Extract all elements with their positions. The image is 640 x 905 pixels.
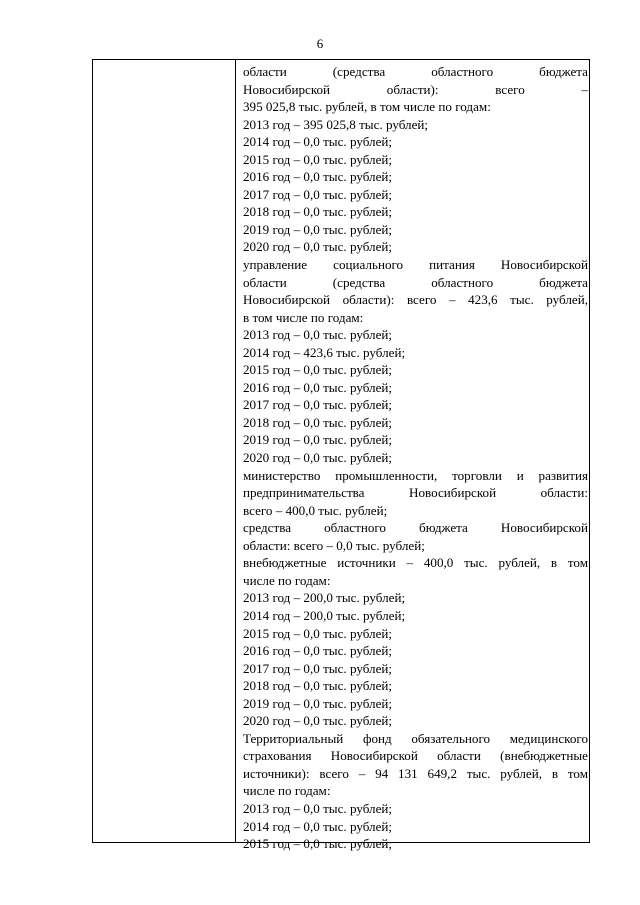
text-line: 2015 год – 0,0 тыс. рублей; bbox=[243, 362, 393, 378]
text-line: страхования Новосибирской области (внебюджетные bbox=[243, 748, 588, 764]
text-line: управление социального питания Новосибирской bbox=[243, 257, 588, 273]
text-line: 2020 год – 0,0 тыс. рублей; bbox=[243, 713, 393, 729]
text-line: 2017 год – 0,0 тыс. рублей; bbox=[243, 397, 393, 413]
text-line: 2015 год – 0,0 тыс. рублей; bbox=[243, 151, 393, 167]
text-line: 2016 год – 0,0 тыс. рублей; bbox=[243, 169, 393, 185]
text-line: числе по годам: bbox=[243, 572, 331, 588]
text-line: предпринимательства Новосибирской области: bbox=[243, 485, 588, 501]
text-line: 2019 год – 0,0 тыс. рублей; bbox=[243, 432, 393, 448]
text-line: 395 025,8 тыс. рублей, в том числе по годам: bbox=[243, 99, 491, 115]
text-line: 2014 год – 423,6 тыс. рублей; bbox=[243, 344, 406, 360]
text-line: 2016 год – 0,0 тыс. рублей; bbox=[243, 379, 393, 395]
text-line: 2013 год – 0,0 тыс. рублей; bbox=[243, 800, 393, 816]
text-line: 2018 год – 0,0 тыс. рублей; bbox=[243, 678, 393, 694]
text-line: 2014 год – 0,0 тыс. рублей; bbox=[243, 818, 393, 834]
text-line: 2020 год – 0,0 тыс. рублей; bbox=[243, 239, 393, 255]
text-line: 2013 год – 0,0 тыс. рублей; bbox=[243, 327, 393, 343]
text-line: министерство промышленности, торговли и развития bbox=[243, 467, 588, 483]
text-line: 2015 год – 0,0 тыс. рублей; bbox=[243, 625, 393, 641]
text-line: Новосибирской области): всего – 423,6 тыс. рублей, bbox=[243, 292, 588, 308]
text-line: средства областного бюджета Новосибирской bbox=[243, 520, 588, 536]
text-line: 2015 год – 0,0 тыс. рублей; bbox=[243, 836, 393, 852]
funding-text-cell bbox=[243, 63, 588, 853]
text-line: области (средства областного бюджета bbox=[243, 64, 588, 79]
table-left-cell bbox=[93, 60, 236, 842]
text-line: 2014 год – 0,0 тыс. рублей; bbox=[243, 134, 393, 150]
text-line: 2013 год – 395 025,8 тыс. рублей; bbox=[243, 116, 429, 132]
text-line: 2018 год – 0,0 тыс. рублей; bbox=[243, 204, 393, 220]
text-line: 2019 год – 0,0 тыс. рублей; bbox=[243, 695, 393, 711]
funding-table bbox=[92, 59, 590, 852]
text-line: области: всего – 0,0 тыс. рублей; bbox=[243, 537, 425, 553]
text-line: 2020 год – 0,0 тыс. рублей; bbox=[243, 450, 393, 466]
text-line: внебюджетные источники – 400,0 тыс. рублей, в том bbox=[243, 555, 588, 571]
text-line: 2016 год – 0,0 тыс. рублей; bbox=[243, 643, 393, 659]
text-line: Новосибирской области): всего – bbox=[243, 81, 588, 97]
text-line: области (средства областного бюджета bbox=[243, 274, 588, 290]
text-line: всего – 400,0 тыс. рублей; bbox=[243, 502, 388, 518]
text-line: 2017 год – 0,0 тыс. рублей; bbox=[243, 660, 393, 676]
text-line: 2013 год – 200,0 тыс. рублей; bbox=[243, 590, 406, 606]
text-line: 2019 год – 0,0 тыс. рублей; bbox=[243, 221, 393, 237]
text-line: источники): всего – 94 131 649,2 тыс. рублей, в том bbox=[243, 765, 588, 781]
text-line: 2017 год – 0,0 тыс. рублей; bbox=[243, 186, 393, 202]
text-line: числе по годам: bbox=[243, 783, 331, 799]
text-line: Территориальный фонд обязательного медицинского bbox=[243, 730, 588, 746]
text-line: в том числе по годам: bbox=[243, 309, 364, 325]
page-number: 6 bbox=[316, 36, 324, 51]
text-line: 2014 год – 200,0 тыс. рублей; bbox=[243, 607, 406, 623]
text-line: 2018 год – 0,0 тыс. рублей; bbox=[243, 414, 393, 430]
